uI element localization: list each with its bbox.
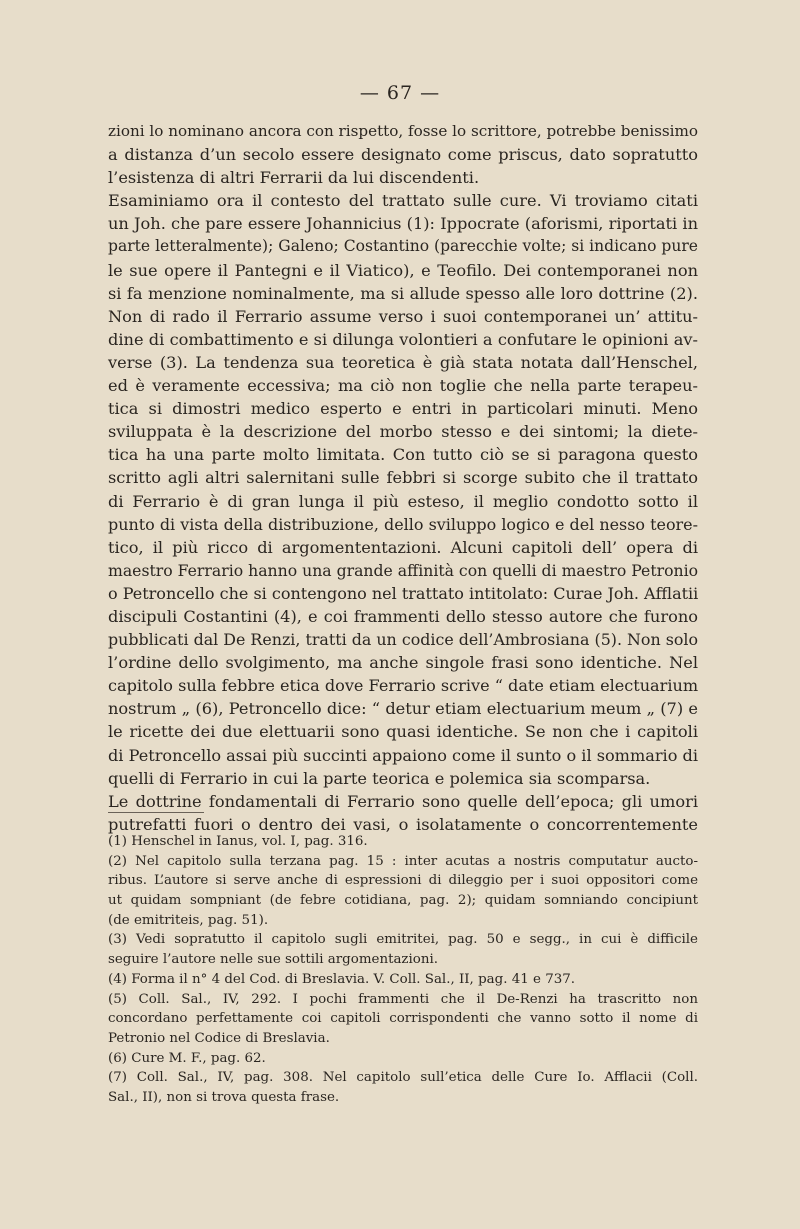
body-line: le ricette dei due elettuarii sono quasi identiche. Se non che i capitoli xyxy=(108,722,698,742)
body-line: capitolo sulla febbre etica dove Ferrario scrive “ date etiam electuarium xyxy=(108,676,699,696)
body-line: tica ha una parte molto limitata. Con tutto ciò se si paragona questo xyxy=(108,445,698,465)
page-number: — 67 — xyxy=(359,82,441,104)
footnote-line: Sal., II), non si trova questa frase. xyxy=(108,1089,340,1105)
body-line: tico, il più ricco di argomententazioni. Alcuni capitoli dell’ opera di xyxy=(108,537,698,557)
body-line: dine di combattimento e si dilunga volontieri a confutare le opinioni av- xyxy=(108,329,698,349)
footnote-line: seguire l’autore nelle sue sottili argomentazioni. xyxy=(108,952,438,968)
footnote-line: (4) Forma il n° 4 del Cod. di Breslavia. V. Coll. Sal., II, pag. 41 e 737. xyxy=(108,971,576,987)
footnote-line: (2) Nel capitolo sulla terzana pag. 15 : inter acutas a nostris computatur aucto- xyxy=(108,853,698,869)
body-text xyxy=(108,120,698,836)
body-line: tica si dimostri medico esperto e entri in particolari minuti. Meno xyxy=(108,399,698,419)
body-line: putrefatti fuori o dentro dei vasi, o isolatamente o concorrentemente xyxy=(108,814,698,834)
body-line: Non di rado il Ferrario assume verso i suoi contemporanei un’ attitu- xyxy=(108,306,698,326)
body-line: parte letteralmente); Galeno; Costantino (parecchie volte; si indicano pure xyxy=(108,237,698,256)
body-line: pubblicati dal De Renzi, tratti da un codice dell’Ambrosiana (5). Non solo xyxy=(108,630,698,650)
body-line: si fa menzione nominalmente, ma si allude spesso alle loro dottrine (2). xyxy=(108,283,698,303)
body-line: ed è veramente eccessiva; ma ciò non toglie che nella parte terapeu- xyxy=(108,376,698,396)
body-line: verse (3). La tendenza sua teoretica è già stata notata dall’Henschel, xyxy=(108,352,698,372)
footnote-line: (7) Coll. Sal., IV, pag. 308. Nel capitolo sull’etica delle Cure Io. Afflacii (Coll. xyxy=(108,1070,698,1086)
body-line: un Joh. che pare essere Johannicius (1): Ippocrate (aforismi, riportati in xyxy=(108,214,698,234)
body-line: o Petroncello che si contengono nel trattato intitolato: Curae Joh. Afflatii xyxy=(108,583,699,603)
footnote-line: Petronio nel Codice di Breslavia. xyxy=(108,1030,330,1046)
body-line: quelli di Ferrario in cui la parte teorica e polemica sia scomparsa. xyxy=(108,768,651,788)
body-line: di Petroncello assai più succinti appaiono come il sunto o il sommario di xyxy=(108,745,698,765)
body-line: di Ferrario è di gran lunga il più esteso, il meglio condotto sotto il xyxy=(108,491,698,511)
body-line: a distanza d’un secolo essere designato come priscus, dato sopratutto xyxy=(108,145,698,165)
body-line: l’esistenza di altri Ferrarii da lui discendenti. xyxy=(108,168,480,188)
body-line: zioni lo nominano ancora con rispetto, fosse lo scrittore, potrebbe benissimo xyxy=(108,122,698,140)
body-line: Le dottrine fondamentali di Ferrario sono quelle dell’epoca; gli umori xyxy=(108,791,698,811)
footnote-line: (1) Henschel in Ianus, vol. I, pag. 316. xyxy=(108,834,368,849)
footnote-line: ut quidam sompniant (de febre cotidiana, pag. 2); quidam somniando concipiunt xyxy=(108,893,698,909)
footnote-line: ribus. L’autore si serve anche di espressioni di dileggio per i suoi oppositori come xyxy=(108,873,698,889)
body-line: discipuli Costantini (4), e coi frammenti dello stesso autore che furono xyxy=(108,606,698,626)
footnote-line: (de emitriteis, pag. 51). xyxy=(108,912,269,928)
body-line: punto di vista della distribuzione, dello sviluppo logico e del nesso teore- xyxy=(108,514,698,534)
footnote-line: (5) Coll. Sal., IV, 292. I pochi frammenti che il De-Renzi ha trascritto non xyxy=(108,991,698,1007)
footnote-separator xyxy=(108,812,204,813)
body-line: Esaminiamo ora il contesto del trattato sulle cure. Vi troviamo citati xyxy=(108,191,698,211)
footnote-line: (3) Vedi sopratutto il capitolo sugli emitritei, pag. 50 e segg., in cui è difficile xyxy=(108,932,698,948)
body-line: scritto agli altri salernitani sulle febbri si scorge subito che il trattato xyxy=(108,468,698,488)
body-line: l’ordine dello svolgimento, ma anche singole frasi sono identiche. Nel xyxy=(108,653,698,673)
body-line: le sue opere il Pantegni e il Viatico), e Teofilo. Dei contemporanei non xyxy=(108,260,698,280)
body-line: maestro Ferrario hanno una grande affinità con quelli di maestro Petronio xyxy=(108,560,699,580)
footnote-line: (6) Cure M. F., pag. 62. xyxy=(108,1050,266,1066)
body-line: sviluppata è la descrizione del morbo stesso e dei sintomi; la diete- xyxy=(108,422,698,442)
body-line: nostrum „ (6), Petroncello dice: “ detur etiam electuarium meum „ (7) e xyxy=(108,699,698,719)
footnotes xyxy=(108,832,698,1108)
footnote-line: concordano perfettamente coi capitoli corrispondenti che vanno sotto il nome di xyxy=(108,1011,698,1027)
